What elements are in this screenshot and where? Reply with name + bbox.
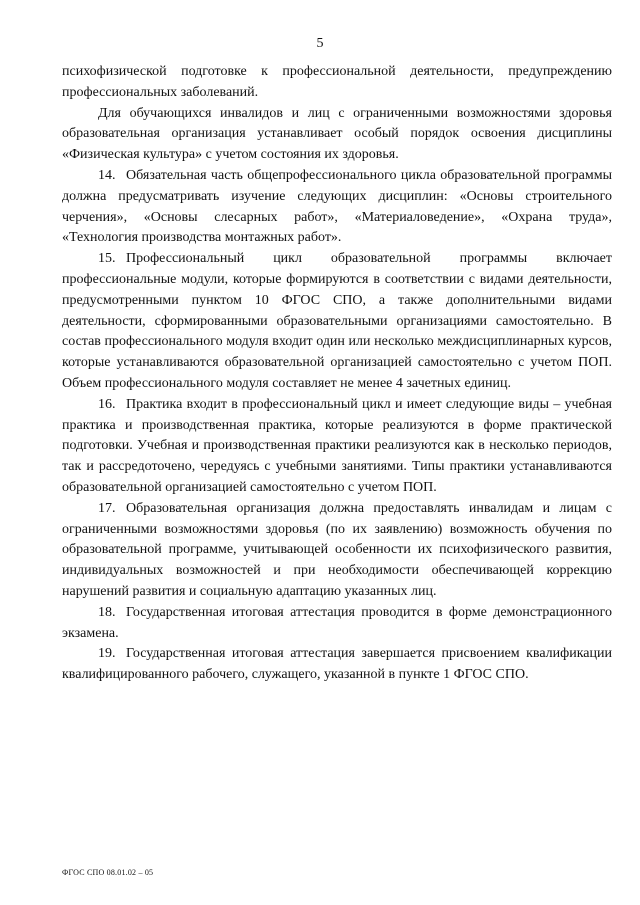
paragraph-number: 16. (98, 396, 116, 412)
paragraph-14 (62, 166, 612, 249)
footer-document-code: ФГОС СПО 08.01.02 – 05 (62, 868, 154, 877)
paragraph-text: Образовательная организация должна предоставлять инвалидам и лицам с ограниченными возможностями здоровья (по их заявлению) возможность обучения по образовательной программе, учитывающей особенности их психофизического развития, индивидуальных возможностей и при необходимости обеспечивающей коррекцию нарушений развития и социальную адаптацию указанных лиц. (62, 500, 612, 599)
paragraph-text: психофизической подготовке к профессиональной деятельности, предупреждению профессиональных заболеваний. (62, 64, 612, 100)
document-body (62, 62, 612, 686)
paragraph-disabled-students (62, 104, 612, 166)
paragraph-number: 19. (98, 646, 116, 662)
paragraph-number: 18. (98, 604, 116, 620)
paragraph-19 (62, 644, 612, 686)
paragraph-text: Обязательная часть общепрофессионального цикла образовательной программы должна предусматривать изучение следующих дисциплин: «Основы строительного черчения», «Основы слесарных работ», «Материаловедение», «Охрана труда», «Технология производства монтажных работ». (62, 167, 612, 246)
paragraph-16 (62, 395, 612, 499)
paragraph-18 (62, 603, 612, 645)
paragraph-number: 14. (98, 167, 116, 183)
paragraph-17 (62, 499, 612, 603)
paragraph-text: Государственная итоговая аттестация проводится в форме демонстрационного экзамена. (62, 604, 612, 641)
paragraph-text: Профессиональный цикл образовательной программы включает профессиональные модули, которые формируются в соответствии с видами деятельности, предусмотренными пунктом 10 ФГОС СПО, а также дополнительными видами деятельности, сформированными образовательными организациями самостоятельно. В состав профессионального модуля входит один или несколько междисциплинарных курсов, которые устанавливаются образовательной организацией самостоятельно с учетом ПОП. Объем профессионального модуля составляет не менее 4 зачетных единиц. (62, 251, 612, 391)
paragraph-text: Государственная итоговая аттестация завершается присвоением квалификации квалифицированного рабочего, служащего, указанной в пункте 1 ФГОС СПО. (62, 646, 612, 683)
paragraph-15 (62, 249, 612, 395)
paragraph-number: 15. (98, 251, 116, 267)
paragraph-continuation (62, 62, 612, 104)
paragraph-number: 17. (98, 500, 116, 516)
page-number: 5 (316, 36, 324, 51)
paragraph-text: Для обучающихся инвалидов и лиц с ограниченными возможностями здоровья образовательная организация устанавливает особый порядок освоения дисциплины «Физическая культура» с учетом состояния их здоровья. (62, 105, 612, 163)
paragraph-text: Практика входит в профессиональный цикл и имеет следующие виды – учебная практика и производственная практика, которые реализуются в форме практической подготовки. Учебная и производственная практики реализуются как в несколько периодов, так и рассредоточено, чередуясь с учебными занятиями. Типы практики устанавливаются образовательной организацией самостоятельно с учетом ПОП. (62, 396, 612, 495)
